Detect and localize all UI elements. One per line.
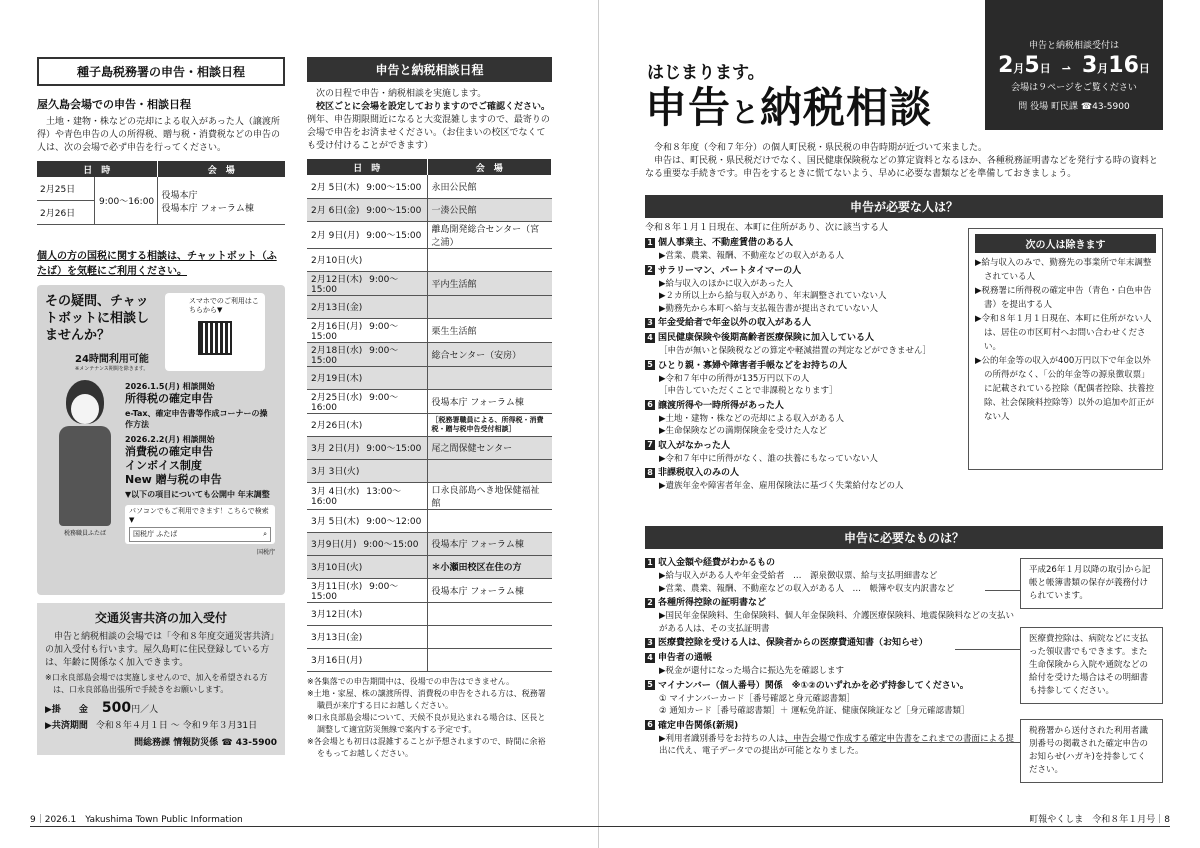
- left-column: [37, 57, 285, 755]
- row-venue: 栗生生活館: [431, 326, 477, 337]
- schedule-row: 2月10日(火): [307, 248, 552, 271]
- section2-list: [645, 555, 1015, 758]
- row-weekday: 火: [349, 256, 359, 266]
- schedule-row: 2月 5日(木) 9:00～15:00 永田公民館: [307, 175, 552, 198]
- row-venue: 一湊公民館: [431, 206, 477, 216]
- schedule-row: 3月9日(月) 9:00～15:00 役場本庁 フォーラム棟: [307, 532, 552, 555]
- row-date: 3月 5日: [311, 517, 344, 527]
- headline-area: はじまります。 申告と納税相談: [645, 58, 975, 138]
- row-weekday: 水: [346, 487, 356, 497]
- item-detail: ▶営業、農業、報酬、不動産などの収入がある人 … 帳簿や収支内訳書など: [659, 583, 955, 594]
- item-detail: ▶勤務先から本町へ給与支払報告書が提出されていない人: [659, 303, 879, 314]
- row-time: 9:00～15:00: [366, 444, 422, 454]
- schedule-row: 2月16日(月) 9:00～15:00 栗生生活館: [307, 318, 552, 342]
- row-weekday: 金: [349, 303, 359, 313]
- item-title: 国民健康保険や後期高齢者医療保険に加入している人: [658, 333, 875, 343]
- item-number: 2: [645, 598, 655, 608]
- row-weekday: 水: [349, 581, 359, 592]
- item-number: 6: [645, 720, 655, 730]
- traffic-box: 交通災害共済の加入受付 申告と納税相談の会場では「令和８年度交通災害共済」の加入受付も行います。屋久島町に住民登録している方は、年齢に関係なく加入できます。 ※口永良部島会場では実施しませんので、加入を希望される方は、口永良部島出張所で手続きをお願いします。 ▶掛 金 500円／人 ▶共済期間 令和８年４月１日 ～ 令和９年３月31日 問総務課 情報防災係 ☎ 43-5900: [37, 603, 285, 755]
- schedule-row: 3月11日(水) 9:00～15:00 役場本庁 フォーラム棟: [307, 578, 552, 602]
- mid-title: 申告と納税相談日程: [307, 57, 552, 82]
- item-title: 年金受給者で年金以外の収入がある人: [658, 318, 812, 328]
- schedule-row: 3月16日(月): [307, 648, 552, 671]
- row-time: 9:00～15:00: [363, 540, 419, 550]
- row-date: 2月16日: [311, 321, 347, 332]
- item-detail: ▶生命保険などの満期保険金を受けた人など: [659, 426, 828, 436]
- row-venue: 永田公民館: [431, 182, 477, 193]
- item-detail: ▶令和７年中に所得がなく、誰の扶養にもなっていない人: [659, 453, 878, 464]
- item-detail: ▶給与収入のほかに収入があった人: [659, 278, 793, 289]
- schedule-row: 2月13日(金): [307, 295, 552, 318]
- list-item: [645, 680, 1015, 718]
- schedule-row: 3月 2日(月) 9:00～15:00 尾之間保健センター: [307, 436, 552, 459]
- list-item: [645, 720, 1015, 758]
- schedule-row: 2月12日(木) 9:00～15:00 平内生活館: [307, 271, 552, 295]
- item-detail: ▶営業、農業、報酬、不動産などの収入がある人: [659, 251, 845, 261]
- schedule-note: ※土地・家屋、株の譲渡所得、消費税の申告をされる方は、税務署職員が来庁する日にお越しください。: [307, 688, 546, 710]
- item-detail: ▶国民年金保険料、生命保険料、個人年金保険料、介護医療保険料、地震保険料などの支払いがある人は、その支払証明書: [659, 611, 1015, 634]
- row-date: 3月9日: [311, 540, 341, 550]
- item-detail: ［申告していただくことで非課税となります］: [659, 386, 838, 396]
- item-detail: ① マイナンバーカード［番号確認と身元確認書類］: [659, 693, 855, 704]
- row-weekday: 水: [349, 392, 359, 403]
- row-venue: 離島開発総合センター（宮之浦）: [431, 224, 540, 248]
- item-detail: ▶利用者識別番号をお持ちの人は、申告会場で作成する確定申告書をこれまでの書面による提出に代え、電子データでの提出が可能となりました。: [659, 733, 1015, 756]
- list-item: [645, 360, 965, 398]
- item-title: ひとり親・寡婦や障害者手帳などをお持ちの人: [658, 360, 848, 371]
- row-weekday: 月: [346, 444, 356, 454]
- row-date: 3月 3日: [311, 467, 344, 477]
- schedule-note: ※口永良部島会場について、天候不良が見込まれる場合は、区長と調整して適宜防災無線で案内する予定です。: [307, 712, 546, 734]
- headline: 申告と納税相談: [645, 83, 933, 132]
- row-time: 9:00～12:00: [366, 517, 422, 527]
- item-detail: ▶令和７年中の所得が135万円以下の人: [659, 373, 810, 384]
- item-title: 収入金額や経費がわかるもの: [658, 558, 776, 568]
- list-item: [645, 557, 1015, 595]
- row-weekday: 木: [349, 610, 359, 620]
- schedule-row: 2月 6日(金) 9:00～15:00 一湊公民館: [307, 198, 552, 221]
- except-item: ▶税務署に所得税の確定申告（青色・白色申告書）を提出する人: [975, 286, 1152, 310]
- item-title: 各種所得控除の証明書など: [658, 598, 767, 608]
- list-item: [645, 237, 965, 263]
- item-number: 5: [645, 360, 655, 370]
- item-title: サラリーマン、パートタイマーの人: [658, 265, 802, 276]
- schedule-row: 2月25日(水) 9:00～16:00 役場本庁 フォーラム棟: [307, 389, 552, 413]
- item-number: 6: [645, 400, 655, 410]
- item-title: 譲渡所得や一時所得があった人: [658, 400, 784, 411]
- row-weekday: 月: [349, 656, 359, 666]
- row-date: 2月26日: [311, 421, 347, 431]
- schedule-row: 2月19日(木): [307, 366, 552, 389]
- ad-question: その疑問、チャットボットに相談しませんか？: [45, 294, 150, 343]
- list-item: [645, 467, 965, 493]
- side-note-2: 医療費控除は、病院などに支払った領収書でもできます。また生命保険から入院や通院などの給付を受けた場合はその明細書も持参してください。: [1020, 627, 1163, 704]
- schedule-note: ※各集落での申告期間中は、役場での申告はできません。: [307, 676, 515, 686]
- row-time: 9:00～15:00: [311, 345, 399, 366]
- item-number: 4: [645, 333, 655, 343]
- chatbot-note: 個人の方の国税に関する相談は、チャットボット（ふたば）を気軽にご利用ください。: [37, 251, 277, 277]
- row-weekday: 木: [349, 421, 359, 431]
- item-title: マイナンバー（個人番号）関係 ※①②のいずれかを必ず持参してください。: [658, 680, 969, 691]
- row-venue: ＊小瀬田校区在住の方: [431, 563, 522, 573]
- schedule-row: 2月26日(木) ［税務署職員による、所得税・消費税・贈与税申告受付相談］: [307, 413, 552, 436]
- item-title: 非課税収入のみの人: [658, 468, 740, 478]
- row-date: 3月 4日: [311, 487, 344, 497]
- chatbot-ad: その疑問、チャットボットに相談しませんか？ 24時間利用可能 ※メンテナンス期間を除きます。 スマホでのご利用はこちらから▼ 税務職員ふたば 2026.1.5(月) 相談開始 所得税の確定申告 e-Tax、確定申告書等作成コーナーの操作方法 2026.2.2(月) 相談開始 消費税の確定申告 インボイス制度 New 贈与税の申告 ▼以下の項目についても公開中 年末調整 パソコンでもご利用できます！こちらで検索▼ 国税庁 ふたば ⌕ 国税庁: [37, 285, 285, 595]
- row-time: 9:00～15:00: [366, 206, 422, 216]
- row-date: 3月12日: [311, 610, 347, 620]
- page-divider: [598, 0, 599, 848]
- item-title: 医療費控除を受ける人は、保険者からの医療費通知書（お知らせ）: [658, 638, 928, 648]
- item-number: 5: [645, 680, 655, 690]
- lead-text: 令和８年度（令和７年分）の個人町民税・県民税の申告時期が近づいて来ました。 申告は、町民税・県民税だけでなく、国民健康保険税などの算定資料となるほか、各種税務証明書などを発行する時の資料となる重要な手続きです。申告をするときに慌てないよう、早めに必要な書類などを準備しておきましょう。: [645, 143, 1158, 179]
- row-date: 2月 6日: [311, 206, 344, 216]
- list-item: [645, 400, 965, 438]
- row-time: 13:00～16:00: [311, 487, 402, 507]
- section1-title: 申告が必要な人は？: [645, 195, 1163, 218]
- schedule-notes: [307, 676, 552, 760]
- row-date: 2月18日: [311, 345, 347, 356]
- row-date: 2月12日: [311, 274, 347, 285]
- list-item: [645, 440, 965, 466]
- row-venue: 尾之間保健センター: [431, 444, 513, 454]
- item-number: 3: [645, 638, 655, 648]
- except-item: ▶令和８年１月１日現在、本町に住所がない人は、居住の市区町村へお問い合わせください。: [975, 314, 1152, 352]
- item-number: 4: [645, 653, 655, 663]
- row-venue: 役場本庁 フォーラム棟: [431, 540, 524, 550]
- row-time: 9:00～15:00: [311, 321, 399, 342]
- schedule-row: 3月13日(金): [307, 625, 552, 648]
- row-weekday: 水: [349, 345, 359, 356]
- footer-line: [30, 826, 1170, 827]
- list-item: [645, 652, 1015, 678]
- except-box: 次の人は除きます ▶給与収入のみで、勤務先の事業所で年末調整されている人 ▶税務署に所得税の確定申告（青色・白色申告書）を提出する人 ▶令和８年１月１日現在、本町に住所がない人は、居住の市区町村へお問い合わせください。 ▶公的年金等の収入が400万円以下で年金以外の所得がなく、「公的年金等の源泉徴収票」に記載されている控除（配偶者控除、扶養控除、社会保険料控除等）以外の追加や訂正がない人: [968, 228, 1163, 470]
- qr-code-icon[interactable]: [198, 321, 232, 355]
- row-date: 3月10日: [311, 563, 347, 573]
- side-note-3: 税務署から送付された利用者識別番号の掲載された確定申告のお知らせ(ハガキ)を持参してください。: [1020, 719, 1163, 783]
- row-time: 9:00～15:00: [311, 274, 399, 295]
- row-venue: 平内生活館: [431, 279, 477, 290]
- ad-hours: 24時間利用可能: [75, 354, 149, 365]
- item-number: 8: [645, 468, 655, 478]
- row-time: 9:00～15:00: [311, 581, 399, 602]
- row-venue: 役場本庁 フォーラム棟: [431, 397, 524, 408]
- section1-list: 令和８年１月１日現在、本町に住所があり、次に該当する人 1 個人事業主、不動産賃借のある人 ▶営業、農業、報酬、不動産などの収入がある人 2 サラリーマン、パートタイマーの人 ▶給与収入のほかに収入があった人 ▶２カ所以上から給与収入があり、年末調整されていない人 ▶勤務先から本町へ給与支払報告書が提出されていない人 3 年金受給者で年金以外の収入がある人 4 国民健康保険や後期高齢者医療保険に加入している人 ［申告が無いと保険税などの算定や軽減措置の判定などができません］ 5 ひとり親・寡婦や障害者手帳などをお持ちの人 ▶令和７年中の所得が135万円以下の人 ［申告していただくことで非課税となります］ 6 譲渡所得や一時所得があった人 ▶土地・建物・株などの売却による収入がある人 ▶生命保険などの満期保険金を受けた人など 7 収入がなかった人 ▶令和７年中に所得がなく、誰の扶養にもなっていない人 8 非課税収入のみの人 ▶遺族年金や障害者年金、雇用保険法に基づく失業給付などの人: [645, 222, 965, 493]
- item-detail: ▶土地・建物・株などの売却による収入がある人: [659, 413, 845, 424]
- schedule-table: 日 時 会 場 2月 5日(木) 9:00～15:00 永田公民館 2月 6日(金) 9:00～15:00 一湊公民館 2月 9日(月) 9:00～15:00 離島開発総合センター（宮之浦） 2月10日(火) 2月12日(木) 9:00～15:00 平内生活館 2月13日(金) 2月16日(月) 9:00～15:00 栗生生活館 2月18日(水) 9:00～15:00 総合センター（安房） 2月19日(木) 2月25日(水) 9:00～16:00 役場本庁 フォーラム棟 2月26日(木) ［税務署職員による、所得税・消費税・贈与税申告受付相談］ 3月 2日(月) 9:00～15:00 尾之間保健センター 3月 3日(火) 3月 4日(水) 13:00～16:00 口永良部島へき地保健福祉館 3月 5日(木) 9:00～12:00 3月9日(月) 9:00～15:00 役場本庁 フォーラム棟 3月10日(火) ＊小瀬田校区在住の方 3月11日(水) 9:00～15:00 役場本庁 フォーラム棟 3月12日(木) 3月13日(金) 3月16日(月): [307, 159, 552, 672]
- left-title: 種子島税務署の申告・相談日程: [37, 57, 285, 86]
- item-title: 個人事業主、不動産賃借のある人: [658, 238, 794, 248]
- row-venue: 口永良部島へき地保健福祉館: [431, 485, 540, 509]
- search-icon: ⌕: [263, 530, 267, 538]
- except-item: ▶給与収入のみで、勤務先の事業所で年末調整されている人: [975, 258, 1152, 282]
- schedule-row: 2月 9日(月) 9:00～15:00 離島開発総合センター（宮之浦）: [307, 221, 552, 248]
- section2-title: 申告に必要なものは？: [645, 526, 1163, 549]
- item-number: 1: [645, 558, 655, 568]
- list-item: [645, 597, 1015, 635]
- row-weekday: 金: [349, 633, 359, 643]
- row-venue: 総合センター（安房）: [431, 350, 522, 361]
- schedule-note: ※各会場とも初日は混雑することが予想されますので、時間に余裕をもってお越しください。: [307, 736, 546, 758]
- row-weekday: 金: [346, 206, 356, 216]
- row-weekday: 月: [346, 231, 356, 241]
- row-weekday: 月: [343, 540, 353, 550]
- row-date: 2月 9日: [311, 231, 344, 241]
- item-detail: ▶２カ所以上から給与収入があり、年末調整されていない人: [659, 291, 887, 301]
- mascot-figure: 税務職員ふたば: [47, 380, 123, 560]
- row-date: 3月 2日: [311, 444, 344, 454]
- item-detail: ▶遺族年金や障害者年金、雇用保険法に基づく失業給付などの人: [659, 481, 904, 491]
- row-date: 2月10日: [311, 256, 347, 266]
- row-weekday: 木: [346, 182, 356, 193]
- row-date: 2月25日: [311, 392, 347, 403]
- side-note-1: 平成26年１月以降の取引から記帳と帳簿書類の保存が義務付けられています。: [1020, 558, 1163, 609]
- row-date: 3月11日: [311, 581, 347, 592]
- item-title: 確定申告関係(新規): [658, 720, 739, 731]
- footer-left: 9｜2026.1 Yakushima Town Public Information: [30, 815, 243, 825]
- row-weekday: 木: [349, 274, 359, 285]
- footer-right: 町報やくしま 令和８年１月号｜8: [1029, 815, 1170, 825]
- connector-3: [785, 742, 1020, 743]
- row-time: 9:00～15:00: [366, 231, 422, 241]
- row-date: 2月13日: [311, 303, 347, 313]
- item-detail: ［申告が無いと保険税などの算定や軽減措置の判定などができません］: [659, 346, 932, 356]
- search-box[interactable]: パソコンでもご利用できます！こちらで検索▼ 国税庁 ふたば ⌕: [125, 505, 275, 544]
- row-weekday: 月: [349, 321, 359, 332]
- venue-text: 土地・建物・株などの売却による収入があった人（譲渡所得）や青色申告の人の所得税、贈与税・消費税などの申告の人は、次の会場で必ず申告を行ってください。: [37, 117, 281, 153]
- item-number: 2: [645, 265, 655, 275]
- smartphone-box: スマホでのご利用はこちらから▼: [165, 293, 265, 371]
- reception-box: 申告と納税相談受付は 2月5日 ⇀ 3月16日 会場は９ページをご覧ください 問 役場 町民課 ☎43-5900: [985, 0, 1163, 130]
- item-number: 3: [645, 318, 655, 328]
- row-time: 9:00～16:00: [311, 392, 399, 413]
- row-date: 3月16日: [311, 656, 347, 666]
- list-item: [645, 332, 965, 358]
- row-weekday: 木: [346, 517, 356, 527]
- schedule-row: 3月12日(木): [307, 602, 552, 625]
- schedule-row: 3月 5日(木) 9:00～12:00: [307, 509, 552, 532]
- row-venue: ［税務署職員による、所得税・消費税・贈与税申告受付相談］: [431, 415, 544, 433]
- row-weekday: 木: [349, 374, 359, 384]
- connector-1: [985, 590, 1020, 591]
- row-weekday: 火: [349, 563, 359, 573]
- except-item: ▶公的年金等の収入が400万円以下で年金以外の所得がなく、「公的年金等の源泉徴収票」に記載されている控除（配偶者控除、扶養控除、社会保険料控除等）以外の追加や訂正がない人: [975, 356, 1155, 422]
- connector-2: [955, 649, 1020, 650]
- schedule-row: 3月 3日(火): [307, 459, 552, 482]
- ad-info: 2026.1.5(月) 相談開始 所得税の確定申告 e-Tax、確定申告書等作成コーナーの操作方法 2026.2.2(月) 相談開始 消費税の確定申告 インボイス制度 New 贈与税の申告 ▼以下の項目についても公開中 年末調整 パソコンでもご利用できます！こちらで検索▼ 国税庁 ふたば ⌕ 国税庁: [125, 382, 275, 556]
- schedule-row: 3月 4日(水) 13:00～16:00 口永良部島へき地保健福祉館: [307, 482, 552, 509]
- middle-column: 申告と納税相談日程 次の日程で申告・納税相談を実施します。 校区ごとに会場を設定しておりますのでご確認ください。 例年、申告期限間近になると大変混雑しますので、最寄りの会場で申告をお済ませください。（お住まいの校区でなくても受け付けることができます） 日 時 会 場 2月 5日(木) 9:00～15:00 永田公民館 2月 6日(金) 9:00～15:00 一湊公民館 2月 9日(月) 9:00～15:00 離島開発総合センター（宮之浦） 2月10日(火) 2月12日(木) 9:00～15:00 平内生活館 2月13日(金) 2月16日(月) 9:00～15:00 栗生生活館 2月18日(水) 9:00～15:00 総合センター（安房） 2月19日(木) 2月25日(水) 9:00～16:00 役場本庁 フォーラム棟 2月26日(木) ［税務署職員による、所得税・消費税・贈与税申告受付相談］ 3月 2日(月) 9:00～15:00 尾之間保健センター 3月 3日(火) 3月 4日(水) 13:00～16:00 口永良部島へき地保健福祉館 3月 5日(木) 9:00～12:00 3月9日(月) 9:00～15:00 役場本庁 フォーラム棟 3月10日(火) ＊小瀬田校区在住の方 3月11日(水) 9:00～15:00 役場本庁 フォーラム棟 3月12日(木) 3月13日(金) 3月16日(月) ※各集落での申告期間中は、役場での申告はできません。 ※土地・家屋、株の譲渡所得、消費税の申告をされる方は、税務署職員が来庁する日にお越しください。 ※口永良部島会場について、天候不良が見込まれる場合は、区長と調整して適宜防災無線で案内する予定です。 ※各会場とも初日は混雑することが予想されますので、時間に余裕をもってお越しください。: [307, 57, 552, 760]
- item-detail: ② 通知カード［番号確認書類］＋ 運転免許証、健康保険証など［身元確認書類］: [659, 706, 970, 716]
- venue-table: 日 時 会 場 2月25日 2月26日 9:00～16:00 役場本庁 役場本庁 フォーラム棟: [37, 161, 285, 225]
- list-item: [645, 265, 965, 316]
- venue-title: 屋久島会場での申告・相談日程: [37, 98, 191, 111]
- item-title: 収入がなかった人: [658, 440, 731, 451]
- row-date: 2月19日: [311, 374, 347, 384]
- item-detail: ▶給与収入がある人や年金受給者 … 源泉徴収票、給与支払明細書など: [659, 571, 938, 581]
- row-venue: 役場本庁 フォーラム棟: [431, 586, 524, 597]
- schedule-row: 2月18日(水) 9:00～15:00 総合センター（安房）: [307, 342, 552, 366]
- list-item: [645, 317, 965, 330]
- row-weekday: 火: [346, 467, 356, 477]
- row-date: 2月 5日: [311, 182, 344, 193]
- item-number: 1: [645, 238, 655, 248]
- schedule-row: 3月10日(火) ＊小瀬田校区在住の方: [307, 555, 552, 578]
- item-title: 申告者の通帳: [658, 653, 713, 663]
- row-time: 9:00～15:00: [366, 182, 422, 193]
- row-date: 3月13日: [311, 633, 347, 643]
- item-number: 7: [645, 440, 655, 450]
- item-detail: ▶税金が還付になった場合に振込先を確認します: [659, 666, 845, 676]
